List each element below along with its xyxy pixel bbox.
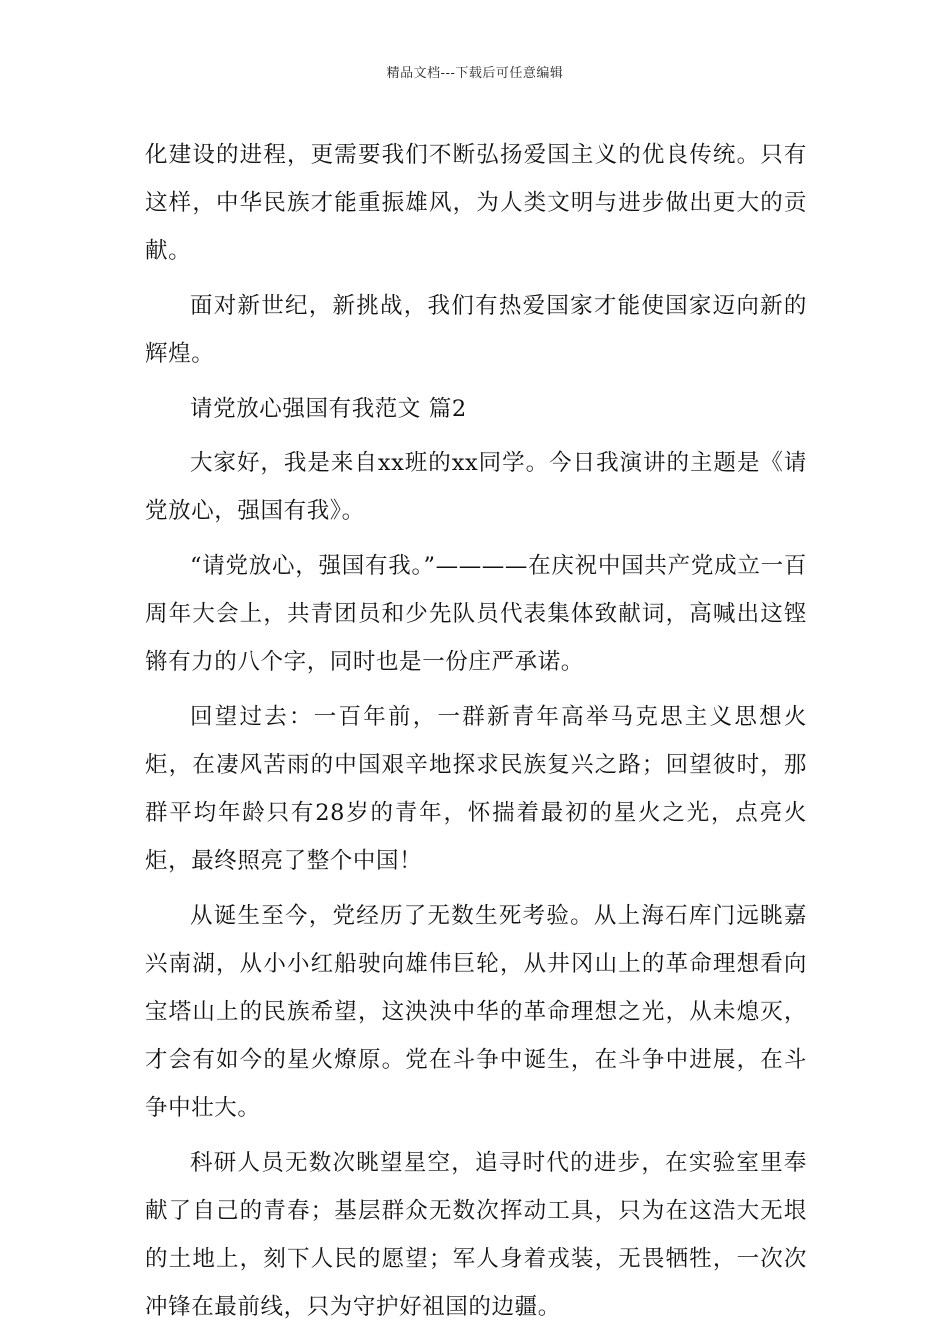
- section-heading: 请党放心强国有我范文 篇2: [190, 396, 467, 422]
- paragraph-7: 从诞生至今，党经历了无数生死考验。从上海石库门远眺嘉兴南湖，从小小红船驶向雄伟巨轮，从井冈山上的革命理想看向宝塔山上的民族希望，这泱泱中华的革命理想之光，从未熄灭，才会有如今的星火燎原。党在斗争中诞生，在斗争中进展，在斗争中壮大。: [145, 903, 807, 1121]
- page-header: 精品文档---下载后可任意编辑: [386, 66, 564, 81]
- paragraph-5: “请党放心，强国有我。”————在庆祝中国共产党成立一百周年大会上，共青团员和少先队员代表集体致献词，高喊出这铿锵有力的八个字，同时也是一份庄严承诺。: [145, 553, 807, 675]
- paragraph-4: 大家好，我是来自xx班的xx同学。今日我演讲的主题是《请党放心，强国有我》。: [145, 450, 807, 524]
- document-body: [145, 131, 807, 1338]
- paragraph-8: 科研人员无数次眺望星空，追寻时代的进步，在实验室里奉献了自己的青春；基层群众无数次挥动工具，只为在这浩大无垠的土地上，刻下人民的愿望；军人身着戎装，无畏牺牲，一次次冲锋在最前线，只为守护好祖国的边疆。: [145, 1150, 807, 1320]
- paragraph-2: 面对新世纪，新挑战，我们有热爱国家才能使国家迈向新的辉煌。: [145, 293, 807, 367]
- paragraph-continued-1: 化建设的进程，更需要我们不断弘扬爱国主义的优良传统。只有这样，中华民族才能重振雄风，为人类文明与进步做出更大的贡献。: [145, 142, 807, 264]
- paragraph-6: 回望过去：一百年前，一群新青年高举马克思主义思想火炬，在凄风苦雨的中国艰辛地探求民族复兴之路；回望彼时，那群平均年龄只有28岁的青年，怀揣着最初的星火之光，点亮火炬，最终照亮了整个中国！: [145, 704, 807, 874]
